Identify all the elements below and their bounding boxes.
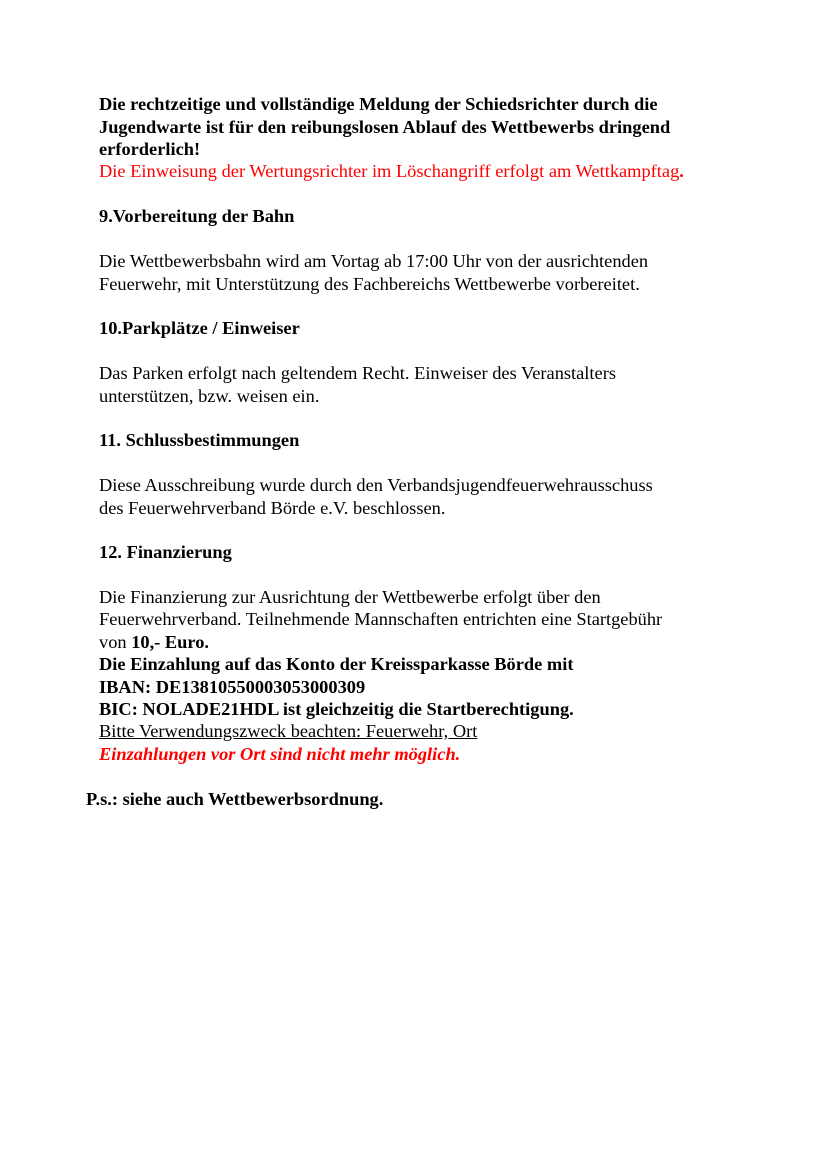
fee-amount: 10,- Euro. [131, 632, 210, 652]
referee-briefing-text: Die Einweisung der Wertungsrichter im Löschangriff erfolgt am Wettkampftag [99, 161, 680, 181]
section-text: Die Finanzierung zur Ausrichtung der Wettbewerbe erfolgt über den [99, 587, 601, 607]
payment-warning: Einzahlungen vor Ort sind nicht mehr möglich. [99, 744, 461, 764]
payment-line: Die Einzahlung auf das Konto der Kreissparkasse Börde mit [99, 654, 574, 674]
fee-prefix: von [99, 632, 132, 652]
fee-line [99, 631, 209, 653]
section-text: unterstützen, bzw. weisen ein. [99, 386, 320, 406]
section-text: des Feuerwehrverband Börde e.V. beschlossen. [99, 498, 446, 518]
section-heading: 12. Finanzierung [99, 542, 232, 562]
intro-line: erforderlich! [99, 139, 201, 159]
section-text: Diese Ausschreibung wurde durch den Verbandsjugendfeuerwehrausschuss [99, 475, 653, 495]
intro-line: Jugendwarte ist für den reibungslosen Ablauf des Wettbewerbs dringend [99, 117, 671, 137]
referee-briefing-period: . [679, 161, 684, 181]
section-heading: 10.Parkplätze / Einweiser [99, 318, 300, 338]
section-text: Das Parken erfolgt nach geltendem Recht. Einweiser des Veranstalters [99, 363, 616, 383]
postscript: P.s.: siehe auch Wettbewerbsordnung. [86, 789, 384, 809]
intro-line: Die rechtzeitige und vollständige Meldung der Schiedsrichter durch die [99, 94, 658, 114]
section-text: Die Wettbewerbsbahn wird am Vortag ab 17:00 Uhr von der ausrichtenden [99, 251, 649, 271]
referee-briefing-note [99, 160, 684, 182]
section-heading: 11. Schlussbestimmungen [99, 430, 300, 450]
iban-line: IBAN: DE13810550003053000309 [99, 677, 366, 697]
section-heading: 9.Vorbereitung der Bahn [99, 206, 295, 226]
payment-reference-note: Bitte Verwendungszweck beachten: Feuerwehr, Ort [99, 721, 478, 741]
bic-line: BIC: NOLADE21HDL ist gleichzeitig die Startberechtigung. [99, 699, 574, 719]
section-text: Feuerwehrverband. Teilnehmende Mannschaften entrichten eine Startgebühr [99, 609, 663, 629]
section-text: Feuerwehr, mit Unterstützung des Fachbereichs Wettbewerbe vorbereitet. [99, 274, 640, 294]
